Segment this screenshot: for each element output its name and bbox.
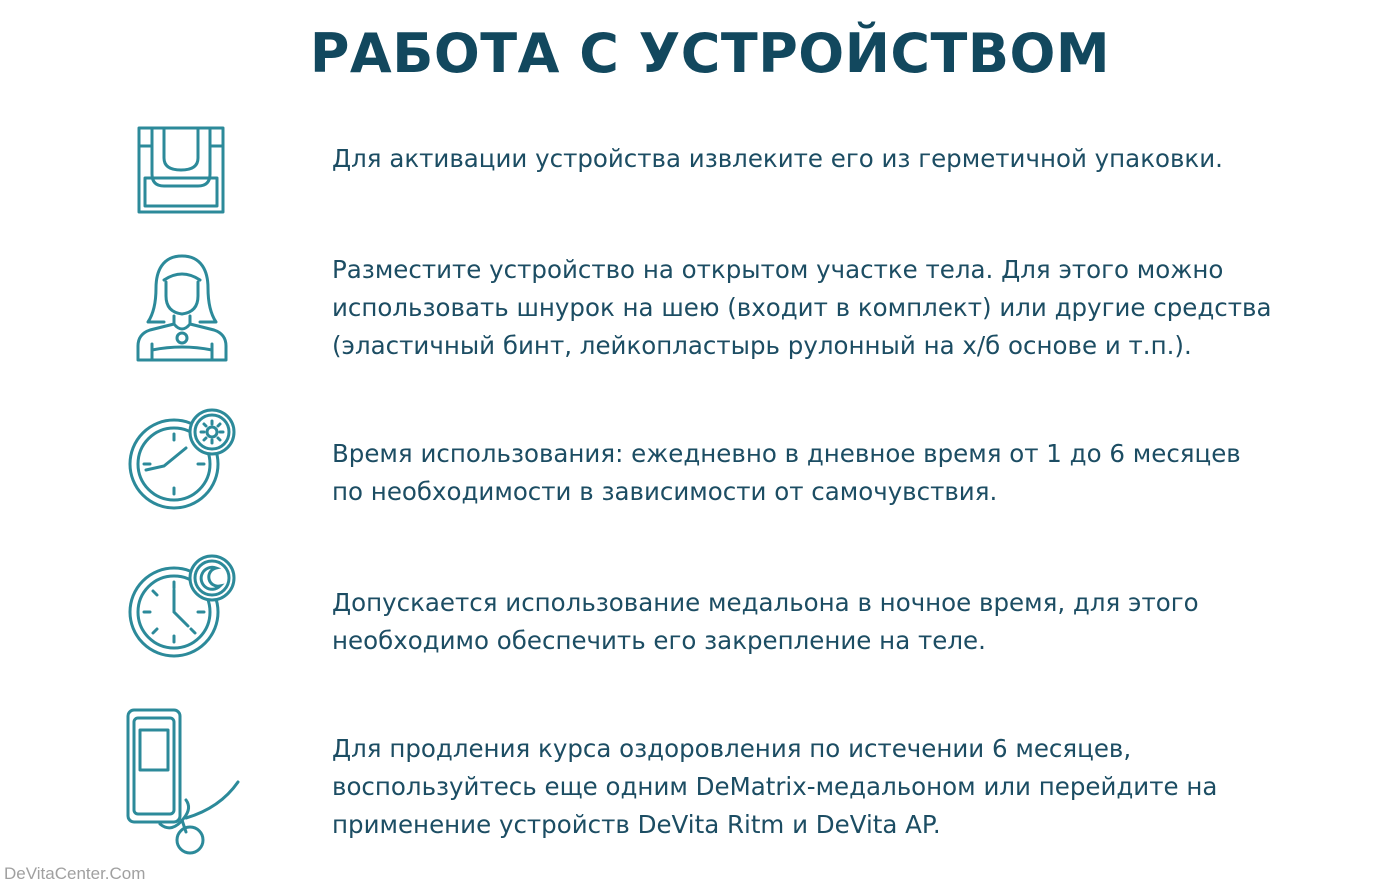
package-icon [134,124,228,218]
instruction-text-1: Для активации устройства извлеките его из герметичной упаковки. [332,144,1223,173]
instruction-text-2: Разместите устройство на открытом участке тела. Для этого можно использовать шнурок на шею (входит в комплект) или другие средства (эластичный бинт, лейкопластырь рулонный на х/б основе и т.п.). [332,255,1272,360]
instruction-text-3: Время использования: ежедневно в дневное время от 1 до 6 месяцев по необходимости в зависимости от самочувствия. [332,439,1241,506]
instruction-text-5: Для продления курса оздоровления по истечении 6 месяцев, воспользуйтесь еще одним DeMatrix-медальоном или перейдите на применение устройств DeVita Ritm и DeVita AP. [332,734,1218,839]
watermark: DeVitaCenter.Com [4,864,146,883]
woman-with-medallion-icon [130,250,234,366]
clock-moon-icon [124,552,236,664]
page-title: РАБОТА С УСТРОЙСТВОМ [309,22,1111,85]
device-pendant-icon [124,706,244,862]
clock-sun-icon [124,404,236,516]
instruction-text-4: Допускается использование медальона в ночное время, для этого необходимо обеспечить его закрепление на теле. [332,588,1199,655]
